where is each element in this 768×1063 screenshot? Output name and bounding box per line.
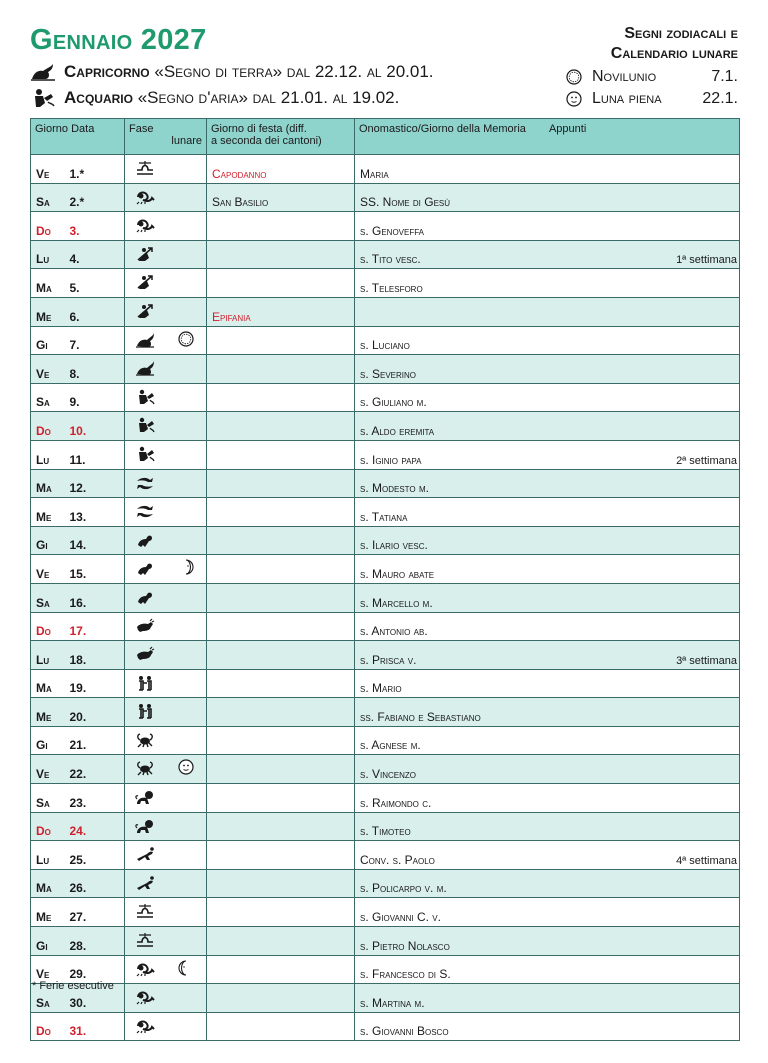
name-day-cell <box>355 869 740 898</box>
table-row <box>31 212 740 241</box>
name-day-cell <box>355 383 740 412</box>
weekday: Lu <box>31 841 65 870</box>
name-day-cell <box>355 355 740 384</box>
sign-desc: «Segno d'aria» dal 21.01. al 19.02. <box>137 88 400 107</box>
holiday-cell <box>207 269 355 298</box>
name-day: s. Giuliano m. <box>360 395 427 410</box>
name-day: s. Timoteo <box>360 824 411 839</box>
col-header-onomastico <box>355 119 740 155</box>
holiday-cell <box>207 955 355 984</box>
weekday: Sa <box>31 183 65 212</box>
weekday: Ve <box>31 955 65 984</box>
table-row <box>31 641 740 670</box>
aries-icon <box>135 560 155 576</box>
name-day-cell <box>355 526 740 555</box>
table-row <box>31 240 740 269</box>
moon-phase-cell <box>125 898 207 927</box>
new-moon-icon <box>178 331 194 347</box>
moon-phase-cell <box>125 984 207 1013</box>
moon-phase-cell <box>125 955 207 984</box>
holiday-cell <box>207 927 355 956</box>
day-number: 21. <box>65 726 125 755</box>
weekday: Lu <box>31 641 65 670</box>
holiday-cell <box>207 1012 355 1041</box>
table-row <box>31 297 740 326</box>
month-title: Gennaio 2027 <box>30 24 207 56</box>
weekday: Do <box>31 212 65 241</box>
weekday: Ma <box>31 869 65 898</box>
aquarius-icon <box>30 88 56 108</box>
day-number: 11. <box>65 440 125 469</box>
name-day-cell <box>355 469 740 498</box>
holiday-cell <box>207 612 355 641</box>
holiday-cell <box>207 984 355 1013</box>
col-header-festa-line1: Giorno di festa (diff. <box>211 123 307 135</box>
weekday: Ve <box>31 355 65 384</box>
gemini-icon <box>135 675 155 691</box>
aries-icon <box>135 589 155 605</box>
sign-line-aquarius <box>30 88 399 108</box>
holiday-cell <box>207 526 355 555</box>
moon-phase-cell <box>125 669 207 698</box>
moon-phase-cell <box>125 240 207 269</box>
moon-phase-cell <box>125 412 207 441</box>
table-row <box>31 412 740 441</box>
weekday: Ve <box>31 555 65 584</box>
week-label: 2ª settimana <box>676 454 737 467</box>
zodiac-title-line2: Calendario lunare <box>610 45 738 62</box>
holiday-cell <box>207 355 355 384</box>
aquarius-icon <box>135 417 155 433</box>
scorpio-icon <box>135 217 155 233</box>
day-number: 28. <box>65 927 125 956</box>
scorpio-icon <box>135 961 155 977</box>
sign-name: Acquario <box>64 88 133 107</box>
table-row <box>31 812 740 841</box>
moon-phase-cell <box>125 698 207 727</box>
col-header-fase-label: Fase <box>129 123 154 135</box>
day-number: 10. <box>65 412 125 441</box>
day-number: 27. <box>65 898 125 927</box>
full-moon-icon <box>178 759 194 775</box>
name-day: SS. Nome di Gesù <box>360 195 451 210</box>
name-day: s. Giovanni C. v. <box>360 910 441 925</box>
footnote: * Ferie esecutive <box>32 980 114 992</box>
phase-label: Luna piena <box>592 90 662 107</box>
name-day: s. Genoveffa <box>360 223 425 238</box>
table-row <box>31 1012 740 1041</box>
weekday: Do <box>31 1012 65 1041</box>
moon-phase-cell <box>125 498 207 527</box>
gemini-icon <box>135 703 155 719</box>
day-number: 8. <box>65 355 125 384</box>
libra-icon <box>135 903 155 919</box>
col-header-appunti-label: Appunti <box>548 123 587 135</box>
weekday: Gi <box>31 927 65 956</box>
table-row <box>31 183 740 212</box>
name-day-cell <box>355 297 740 326</box>
moon-phase-cell <box>125 155 207 184</box>
weekday: Gi <box>31 326 65 355</box>
day-number: 29. <box>65 955 125 984</box>
holiday-cell <box>207 583 355 612</box>
day-number: 19. <box>65 669 125 698</box>
name-day-cell <box>355 812 740 841</box>
sagittarius-icon <box>135 246 155 262</box>
taurus-icon <box>135 646 155 662</box>
weekday: Sa <box>31 383 65 412</box>
table-row <box>31 984 740 1013</box>
name-day: s. Raimondo c. <box>360 795 432 810</box>
day-number: 12. <box>65 469 125 498</box>
table-row <box>31 355 740 384</box>
day-number: 4. <box>65 240 125 269</box>
table-row <box>31 841 740 870</box>
table-row <box>31 669 740 698</box>
day-number: 15. <box>65 555 125 584</box>
holiday-cell <box>207 841 355 870</box>
holiday-cell <box>207 212 355 241</box>
col-header-onomastico-label: Onomastico/Giorno della Memoria <box>359 123 526 135</box>
table-row <box>31 326 740 355</box>
name-day-cell <box>355 440 740 469</box>
holiday-cell <box>207 755 355 784</box>
last-quarter-moon-icon <box>178 960 194 976</box>
day-number: 16. <box>65 583 125 612</box>
holiday-cell <box>207 326 355 355</box>
table-row <box>31 898 740 927</box>
day-number: 3. <box>65 212 125 241</box>
day-number: 25. <box>65 841 125 870</box>
sagittarius-icon <box>135 303 155 319</box>
weekday: Do <box>31 412 65 441</box>
taurus-icon <box>135 618 155 634</box>
name-day: s. Vincenzo <box>360 767 417 782</box>
weekday: Ma <box>31 269 65 298</box>
aries-icon <box>135 532 155 548</box>
week-label: 4ª settimana <box>676 854 737 867</box>
col-header-festa-line2: a seconda dei cantoni) <box>211 135 322 147</box>
name-day: s. Francesco di S. <box>360 967 451 982</box>
table-row <box>31 555 740 584</box>
zodiac-title-line1: Segni zodiacali e <box>624 25 738 42</box>
day-number: 1.* <box>65 155 125 184</box>
holiday-cell <box>207 498 355 527</box>
table-header-row <box>31 119 740 155</box>
col-header-festa <box>207 119 355 155</box>
weekday: Ve <box>31 155 65 184</box>
name-day-cell <box>355 841 740 870</box>
moon-phase-cell <box>125 726 207 755</box>
week-label: 1ª settimana <box>676 254 737 267</box>
name-day-cell <box>355 641 740 670</box>
moon-phase-cell <box>125 812 207 841</box>
day-number: 9. <box>65 383 125 412</box>
sign-line-capricorn <box>30 62 434 82</box>
holiday-cell: Capodanno <box>207 155 355 184</box>
col-header-day-date: Giorno Data <box>31 119 125 155</box>
moon-phase-cell <box>125 841 207 870</box>
name-day-cell <box>355 1012 740 1041</box>
holiday-cell <box>207 440 355 469</box>
holiday-cell <box>207 240 355 269</box>
name-day: s. Pietro Nolasco <box>360 938 450 953</box>
name-day-cell <box>355 698 740 727</box>
new-moon-icon <box>566 69 582 85</box>
day-number: 17. <box>65 612 125 641</box>
virgo-icon <box>135 846 155 862</box>
name-day: s. Marcello m. <box>360 595 433 610</box>
weekday: Me <box>31 898 65 927</box>
name-day-cell <box>355 555 740 584</box>
moon-phase-cell <box>125 784 207 813</box>
name-day-cell <box>355 155 740 184</box>
capricorn-icon <box>30 62 56 82</box>
table-row <box>31 726 740 755</box>
moon-phase-cell <box>125 583 207 612</box>
table-row <box>31 155 740 184</box>
moon-phase-cell <box>125 1012 207 1041</box>
name-day-cell <box>355 412 740 441</box>
holiday-cell <box>207 726 355 755</box>
pisces-icon <box>135 503 155 519</box>
sign-desc: «Segno di terra» dal 22.12. al 20.01. <box>154 62 434 81</box>
name-day-cell <box>355 212 740 241</box>
holiday-cell <box>207 898 355 927</box>
moon-phase-cell <box>125 469 207 498</box>
full-moon-icon <box>566 91 582 107</box>
phase-label: Novilunio <box>592 68 657 85</box>
day-number: 30. <box>65 984 125 1013</box>
day-number: 6. <box>65 297 125 326</box>
moon-phase-cell <box>125 755 207 784</box>
day-number: 31. <box>65 1012 125 1041</box>
aquarius-icon <box>135 446 155 462</box>
name-day: s. Ilario vesc. <box>360 538 428 553</box>
day-number: 24. <box>65 812 125 841</box>
name-day-cell <box>355 183 740 212</box>
moon-phase-cell <box>125 383 207 412</box>
moon-phase-cell <box>125 326 207 355</box>
zodiac-box-title <box>611 24 738 64</box>
moon-phase-cell <box>125 869 207 898</box>
holiday-cell <box>207 641 355 670</box>
holiday-cell: Epifania <box>207 297 355 326</box>
name-day: s. Antonio ab. <box>360 624 428 639</box>
table-row <box>31 869 740 898</box>
moon-phase-cell <box>125 355 207 384</box>
weekday: Gi <box>31 526 65 555</box>
holiday-cell <box>207 869 355 898</box>
moon-phase-cell <box>125 440 207 469</box>
name-day: s. Giovanni Bosco <box>360 1024 449 1039</box>
holiday-cell: San Basilio <box>207 183 355 212</box>
holiday-cell <box>207 555 355 584</box>
name-day: s. Tito vesc. <box>360 252 421 267</box>
name-day: s. Aldo eremita <box>360 423 435 438</box>
day-number: 20. <box>65 698 125 727</box>
name-day-cell <box>355 784 740 813</box>
name-day-cell <box>355 269 740 298</box>
name-day-cell <box>355 240 740 269</box>
name-day-cell <box>355 669 740 698</box>
scorpio-icon <box>135 1018 155 1034</box>
name-day-cell <box>355 612 740 641</box>
sagittarius-icon <box>135 274 155 290</box>
day-number: 22. <box>65 755 125 784</box>
name-day: s. Policarpo v. m. <box>360 881 447 896</box>
name-day: ss. Fabiano e Sebastiano <box>360 709 481 724</box>
name-day: Maria <box>360 166 389 181</box>
weekday: Ve <box>31 755 65 784</box>
moon-phase-cell <box>125 555 207 584</box>
day-number: 14. <box>65 526 125 555</box>
aquarius-icon <box>135 389 155 405</box>
weekday: Lu <box>31 440 65 469</box>
pisces-icon <box>135 475 155 491</box>
scorpio-icon <box>135 189 155 205</box>
leo-icon <box>135 789 155 805</box>
table-row <box>31 498 740 527</box>
table-row <box>31 927 740 956</box>
weekday: Lu <box>31 240 65 269</box>
phase-full-moon <box>566 90 738 108</box>
name-day-cell <box>355 326 740 355</box>
libra-icon <box>135 160 155 176</box>
weekday: Gi <box>31 726 65 755</box>
phase-new-moon <box>566 68 738 86</box>
table-row <box>31 784 740 813</box>
moon-phase-cell <box>125 297 207 326</box>
holiday-cell <box>207 383 355 412</box>
sign-name: Capricorno <box>64 62 150 81</box>
moon-phase-cell <box>125 526 207 555</box>
col-header-fase <box>125 119 207 155</box>
name-day: s. Mario <box>360 681 402 696</box>
table-row <box>31 526 740 555</box>
holiday-cell <box>207 669 355 698</box>
name-day-cell <box>355 955 740 984</box>
name-day: Conv. s. Paolo <box>360 852 435 867</box>
calendar-table <box>30 118 740 1041</box>
week-label: 3ª settimana <box>676 654 737 667</box>
name-day: s. Tatiana <box>360 509 408 524</box>
holiday-cell <box>207 698 355 727</box>
name-day: s. Severino <box>360 366 417 381</box>
day-number: 5. <box>65 269 125 298</box>
table-row <box>31 698 740 727</box>
table-row <box>31 440 740 469</box>
table-row <box>31 269 740 298</box>
weekday: Sa <box>31 583 65 612</box>
weekday: Ma <box>31 669 65 698</box>
name-day: s. Prisca v. <box>360 652 417 667</box>
moon-phase-cell <box>125 612 207 641</box>
table-row <box>31 383 740 412</box>
col-header-lunare-label: lunare <box>171 135 202 147</box>
name-day: s. Luciano <box>360 338 410 353</box>
cancer-icon <box>135 760 155 776</box>
table-row <box>31 612 740 641</box>
name-day: s. Telesforo <box>360 280 423 295</box>
moon-phase-cell <box>125 269 207 298</box>
name-day-cell <box>355 726 740 755</box>
day-number: 13. <box>65 498 125 527</box>
name-day-cell <box>355 898 740 927</box>
moon-phase-cell <box>125 641 207 670</box>
capricorn-icon <box>135 360 155 376</box>
day-number: 2.* <box>65 183 125 212</box>
libra-icon <box>135 932 155 948</box>
weekday: Me <box>31 498 65 527</box>
day-number: 7. <box>65 326 125 355</box>
moon-phase-cell <box>125 212 207 241</box>
name-day-cell <box>355 984 740 1013</box>
holiday-cell <box>207 784 355 813</box>
table-row <box>31 755 740 784</box>
table-row <box>31 955 740 984</box>
weekday: Do <box>31 612 65 641</box>
capricorn-icon <box>135 332 155 348</box>
day-number: 23. <box>65 784 125 813</box>
table-row <box>31 469 740 498</box>
name-day: s. Martina m. <box>360 995 425 1010</box>
name-day-cell <box>355 498 740 527</box>
weekday: Ma <box>31 469 65 498</box>
name-day-cell <box>355 755 740 784</box>
name-day-cell <box>355 927 740 956</box>
holiday-cell <box>207 812 355 841</box>
leo-icon <box>135 818 155 834</box>
name-day: s. Agnese m. <box>360 738 421 753</box>
weekday: Do <box>31 812 65 841</box>
name-day: s. Iginio papa <box>360 452 422 467</box>
name-day-cell <box>355 583 740 612</box>
cancer-icon <box>135 732 155 748</box>
weekday: Me <box>31 297 65 326</box>
weekday: Me <box>31 698 65 727</box>
weekday: Sa <box>31 784 65 813</box>
phase-date: 7.1. <box>711 68 738 85</box>
phase-date: 22.1. <box>702 90 738 107</box>
moon-phase-cell <box>125 927 207 956</box>
moon-phase-cell <box>125 183 207 212</box>
first-quarter-moon-icon <box>178 559 194 575</box>
name-day: s. Mauro abate <box>360 566 435 581</box>
holiday-cell <box>207 412 355 441</box>
scorpio-icon <box>135 989 155 1005</box>
virgo-icon <box>135 875 155 891</box>
day-number: 18. <box>65 641 125 670</box>
table-row <box>31 583 740 612</box>
holiday-cell <box>207 469 355 498</box>
weekday: Sa <box>31 984 65 1013</box>
name-day: s. Modesto m. <box>360 481 429 496</box>
day-number: 26. <box>65 869 125 898</box>
